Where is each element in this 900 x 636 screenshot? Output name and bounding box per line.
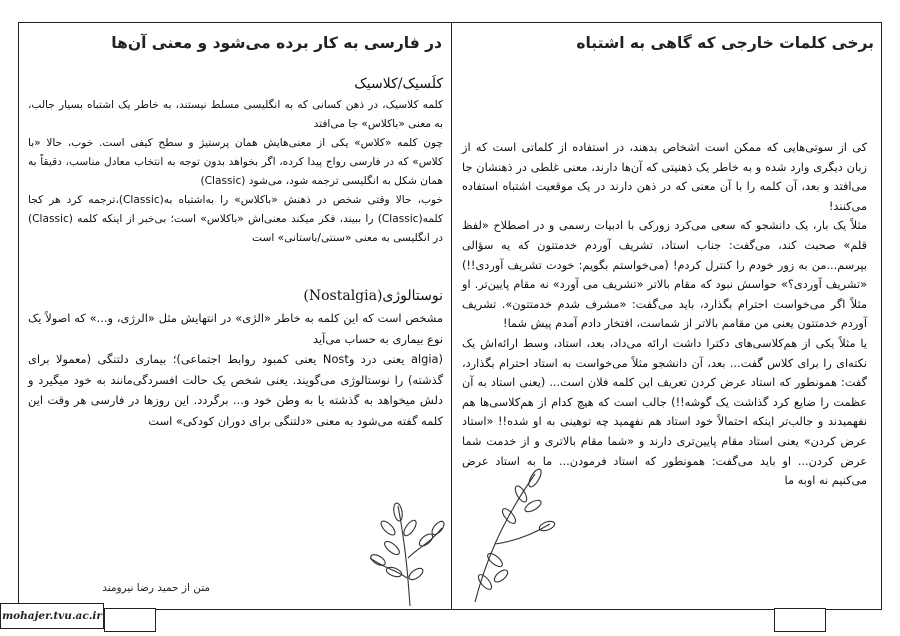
section-nostalgia [28,288,443,431]
paragraph: چون کلمه «کلاس» یکی از معنی‌هایش همان پرستیژ و سطح کیفی است. خوب، حالا «با کلاس» که در فارسی رواج پیدا کرده، اگر بخواهد بدون توجه به انتخاب معادل مناسب، دقیقاً به همان شکل به انگلیسی ترجمه شود، می‌شود (Classic) [28,137,443,187]
right-column-text [462,138,867,491]
paragraph: خوب، حالا وقتی شخص در ذهنش «باکلاس» را به‌اشتباه به(Classic)،ترجمه کرد هر کجا کلمه(Classic) را ببیند، فکر میکند معنی‌اش «باکلاس» است؛ بی‌خبر از اینکه کلمه (Classic) در انگلیسی به معنی «سنتی/باستانی» است [28,194,443,244]
paragraph: مثلاً یک بار، یک دانشجو که سعی می‌کرد زورکی با ادبیات رسمی و در اصطلاح «لفظ قلم» صحبت کند، می‌گفت: جناب استاد، تشریف آوردم خدمتتون که یه سؤالی بپرسم...من به زور خودم را کنترل کردم! (می‌خواستم بگویم: خودت تشریف آوردی!!) «تشریف آوردی؟» حواسش نبود که مقام بالاتر «تشریف می آورد» نه مقام پایین‌تر. او مثلاً اگر می‌خواست احترام بگذارد، باید می‌گفت: «مشرف شدم خدمتتون». تشریف آوردم خدمتتون یعنی من مقامم بالاتر از شماست، افتخار دادم آمدم پیش شما! [462,219,867,331]
section-classic [28,76,443,248]
title-right: برخی کلمات خارجی که گاهی به اشتباه [576,34,874,52]
paragraph: کی از سوتی‌هایی که ممکن است اشخاص بدهند، در استفاده از کلماتی است که از زبان دیگری وارد شده و به خاطر یک ذهنیتی که آن‌ها دارند، معنی غلطی در ذهنشان جا می‌افتد و بعد، آن کلمه را با آن معنی که در ذهن دارند در یک موقعیت اشتباه استفاده می‌کنند! [462,141,867,213]
section-heading: کلَسیک/کلاسیک [354,76,443,92]
leaf-branch-icon [358,498,458,608]
paragraph: مشخص است که این کلمه به خاطر «الژی» در انتهایش مثل «الرژی، و...» که اصولاً یک نوع بیماری به حساب می‌آید [28,311,443,346]
author-credit: متن از حمید رضا نیرومند [102,582,210,594]
leaf-branch-icon [455,464,565,604]
site-logo: mohajer.tvu.ac.ir [0,603,104,629]
paragraph: کلمه کلاسیک، در ذهن کسانی که به انگلیسی مسلط نیستند، به خاطر یک اشتباه بسیار جالب، به معنی «باکلاس» جا می‌افتد [28,99,443,130]
bottom-tab-left [104,608,156,632]
bottom-tab-right [774,608,826,632]
paragraph: (algia یعنی درد وNost یعنی کمبود روابط اجتماعی)؛ بیماری دلتنگی (معمولا برای گذشته) را نوستالوژی می‌گویند. یعنی شخص یک حالت افسردگی‌مانند به خود میگیرد و دلش میخواهد به گذشته یا به وطن خود و... برگردد. این روزها در فارسی هر وقت این کلمه گفته می‌شود به معنی «دلتنگی برای دوران کودکی» است [28,352,443,428]
section-heading: نوستالوژی(Nostalgia) [303,288,443,304]
paragraph: یا مثلاً یکی از هم‌کلاسی‌های دکترا داشت ارائه می‌داد، بعد، استاد، وسط ارائه‌اش یک نکته‌ای را برای کلاس گفت... بعد، آن دانشجو مثلاً می‌خواست به استاد احترام بگذارد، گفت: همونطور که استاد عرض کردن تعریف این کلمه فلان است... (یعنی استاد به آن عظمت را ضایع کرد گذاشت یک گوشه!!) جالب است که هیچ کدام از هم‌کلاسی‌ها هم نفهمیدند و جالب‌تر اینکه احتمالاً خود استاد هم نفهمید چه توهینی به او شده!! «استاد عرض کردن» یعنی استاد مقام پایین‌تری دارند و «شما مقام بالاتری و از خدمت شما عرض کردن... او باید می‌گفت: همونطور که استاد فرمودن... ما به استاد عرض می‌کنیم نه اوبه ما [462,336,867,488]
title-left: در فارسی به کار برده می‌شود و معنی آن‌ها [111,34,442,52]
